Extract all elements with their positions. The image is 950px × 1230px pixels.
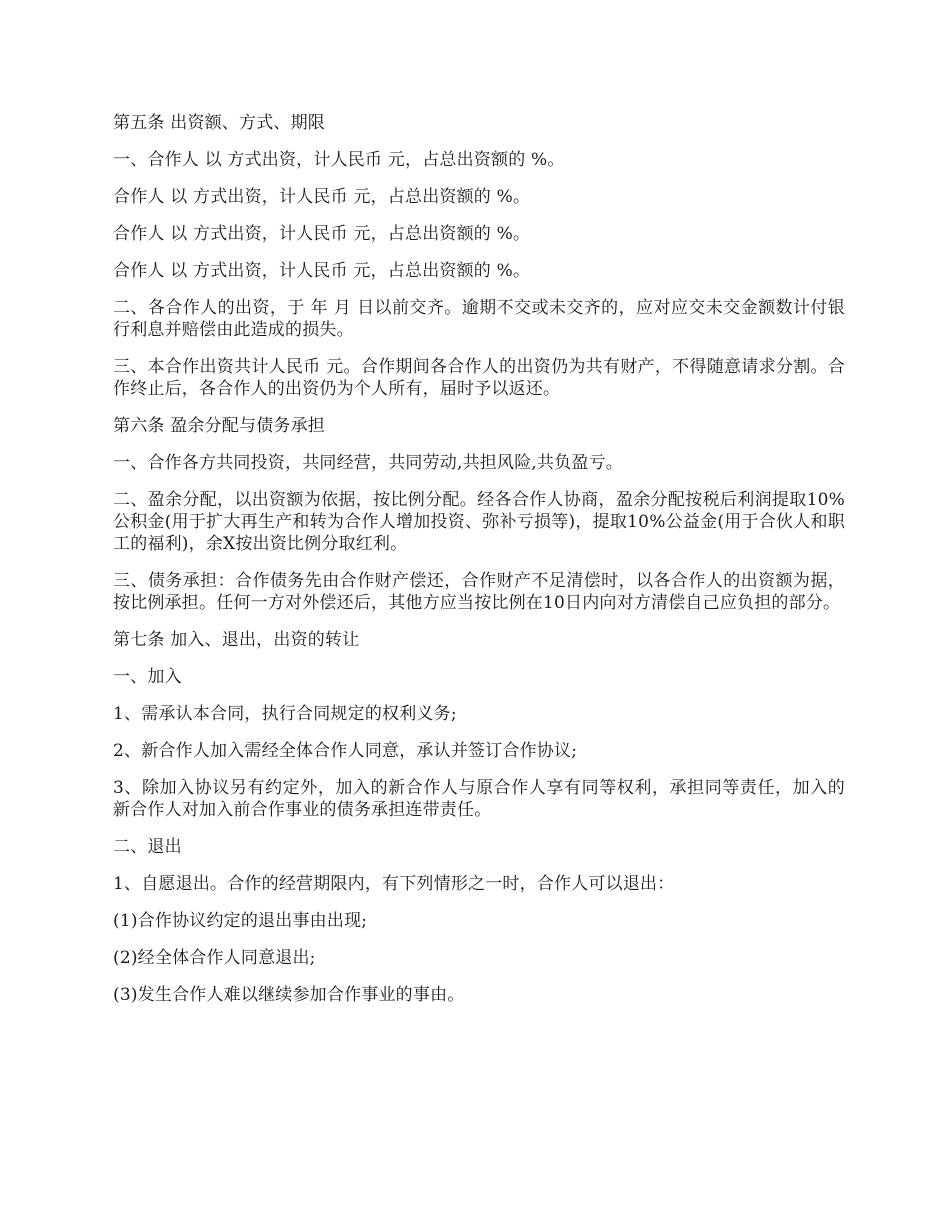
subsection-heading-withdraw: 二、退出 <box>113 837 182 857</box>
list-item: (1)合作协议约定的退出事由出现; <box>113 911 368 931</box>
paragraph: 二、各合作人的出资，于 年 月 日以前交齐。逾期不交或未交齐的，应对应交未交金额数计付银行利息并赔偿由此造成的损失。 <box>113 298 845 340</box>
paragraph: 合作人 以 方式出资，计人民币 元，占总出资额的 %。 <box>113 261 531 281</box>
list-item: 2、新合作人加入需经全体合作人同意，承认并签订合作协议; <box>113 741 578 761</box>
document-page <box>113 112 845 1021</box>
list-item: 3、除加入协议另有约定外，加入的新合作人与原合作人享有同等权利，承担同等责任，加入的新合作人对加入前合作事业的债务承担连带责任。 <box>113 778 845 820</box>
subsection-heading-join: 一、加入 <box>113 667 182 687</box>
list-item: (2)经全体合作人同意退出; <box>113 948 316 968</box>
list-item: (3)发生合作人难以继续参加合作事业的事由。 <box>113 985 465 1005</box>
paragraph: 三、债务承担：合作债务先由合作财产偿还，合作财产不足清偿时，以各合作人的出资额为据，按比例承担。任何一方对外偿还后，其他方应当按比例在10日内向对方清偿自己应负担的部分。 <box>113 571 845 613</box>
section-heading-article-5: 第五条 出资额、方式、期限 <box>113 113 326 133</box>
list-item: 1、自愿退出。合作的经营期限内，有下列情形之一时，合作人可以退出： <box>113 874 675 894</box>
paragraph: 二、盈余分配，以出资额为依据，按比例分配。经各合作人协商，盈余分配按税后利润提取10%公积金(用于扩大再生产和转为合作人增加投资、弥补亏损等)，提取10%公益金(用于合伙人和职工的福利)，余X按出资比例分取红利。 <box>113 490 845 554</box>
paragraph: 一、合作人 以 方式出资，计人民币 元，占总出资额的 %。 <box>113 150 565 170</box>
paragraph: 合作人 以 方式出资，计人民币 元，占总出资额的 %。 <box>113 224 531 244</box>
paragraph: 三、本合作出资共计人民币 元。合作期间各合作人的出资仍为共有财产，不得随意请求分割。合作终止后，各合作人的出资仍为个人所有，届时予以返还。 <box>113 357 845 399</box>
paragraph: 合作人 以 方式出资，计人民币 元，占总出资额的 %。 <box>113 187 531 207</box>
section-heading-article-7: 第七条 加入、退出，出资的转让 <box>113 630 360 650</box>
section-heading-article-6: 第六条 盈余分配与债务承担 <box>113 416 326 436</box>
list-item: 1、需承认本合同，执行合同规定的权利义务; <box>113 704 457 724</box>
paragraph: 一、合作各方共同投资，共同经营，共同劳动,共担风险,共负盈亏。 <box>113 453 624 473</box>
